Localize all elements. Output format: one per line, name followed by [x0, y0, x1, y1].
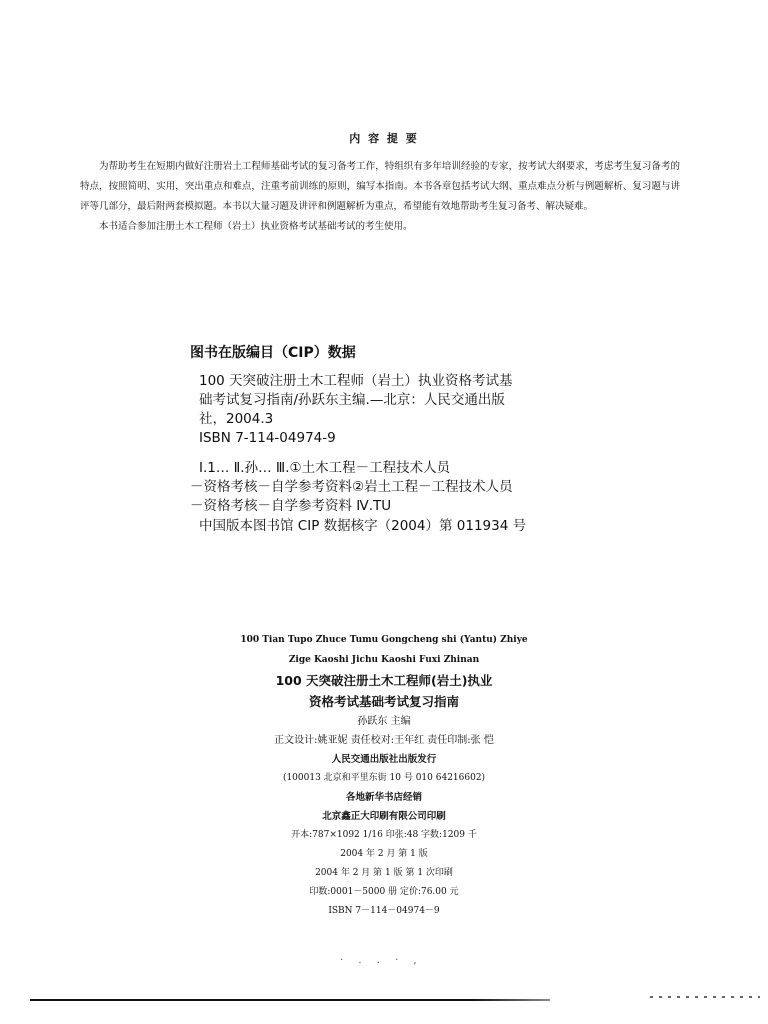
colophon-address: (100013 北京和平里东街 10 号 010 64216602): [282, 773, 486, 783]
colophon-staff: 正文设计:姚亚妮 责任校对:王年红 责任印制:张 恺: [274, 735, 494, 746]
cip-record: [190, 372, 590, 516]
colophon-pinyin-line-1: 100 Tian Tupo Zhuce Tumu Gongcheng shi (Yantu) Zhiye: [240, 635, 528, 645]
cip-isbn: ISBN 7-114-04974-9: [199, 430, 336, 446]
cip-class-line-2: －资格考核－自学参考资料②岩土工程－工程技术人员: [190, 479, 513, 495]
cip-title-line-2: 础考试复习指南/孙跃东主编.—北京：人民交通出版: [199, 392, 505, 408]
colophon-title-line-2: 资格考试基础考试复习指南: [308, 694, 459, 709]
bottom-rule: [30, 999, 550, 1001]
colophon-publisher: 人民交通出版社出版发行: [331, 754, 437, 765]
cip-title-line-3: 社，2004.3: [199, 411, 274, 427]
colophon-edition: 2004 年 2 月 第 1 版: [340, 849, 428, 859]
colophon-isbn: ISBN 7－114－04974－9: [328, 906, 440, 916]
cip-class-line-1: Ⅰ.1… Ⅱ.孙… Ⅲ.①土木工程－工程技术人员: [199, 460, 451, 476]
colophon-pinyin-line-2: Zige Kaoshi Jichu Kaoshi Fuxi Zhinan: [288, 655, 480, 665]
summary-title: 内 容 提 要: [349, 132, 419, 145]
summary-paragraph-1: 为帮助考生在短期内做好注册岩土工程师基础考试的复习备考工作，特组织有多年培训经验的专家，按考试大纲要求，考虑考生复习备考的特点，按照简明、实用，突出重点和难点，注重考前训练的原则，编写本指南。本书各章包括考试大纲、重点难点分析与例题解析、复习题与讲评等几部分，最后附两套模拟题。本书以大量习题及讲评和例题解析为重点，希望能有效地帮助考生复习备考、解决疑难。: [80, 161, 680, 212]
cip-class-line-3: －资格考核－自学参考资料 Ⅳ.TU: [190, 498, 392, 514]
colophon-title-line-1: 100 天突破注册土木工程师(岩土)执业: [275, 673, 493, 688]
cip-record-number: 中国版本图书馆 CIP 数据核字（2004）第 011934 号: [199, 518, 527, 534]
colophon-editor: 孙跃东 主编: [357, 716, 411, 727]
colophon-distributor: 各地新华书店经销: [345, 792, 422, 803]
colophon-printing: 2004 年 2 月 第 1 版 第 1 次印刷: [315, 868, 453, 878]
colophon-print-run: 印数:0001－5000 册 定价:76.00 元: [309, 887, 459, 897]
colophon-format: 开本:787×1092 1/16 印张:48 字数:1209 千: [291, 830, 477, 840]
scan-specks: · . . · ,: [340, 955, 423, 966]
colophon: [0, 630, 768, 921]
bottom-dashes: [650, 996, 760, 998]
cip-heading: 图书在版编目（CIP）数据: [190, 345, 356, 361]
colophon-printer: 北京鑫正大印刷有限公司印刷: [322, 811, 446, 822]
summary-paragraph-2: 本书适合参加注册土木工程师（岩土）执业资格考试基础考试的考生使用。: [99, 221, 413, 232]
cip-title-line-1: 100 天突破注册土木工程师（岩土）执业资格考试基: [199, 373, 513, 389]
summary-body: [80, 157, 680, 237]
